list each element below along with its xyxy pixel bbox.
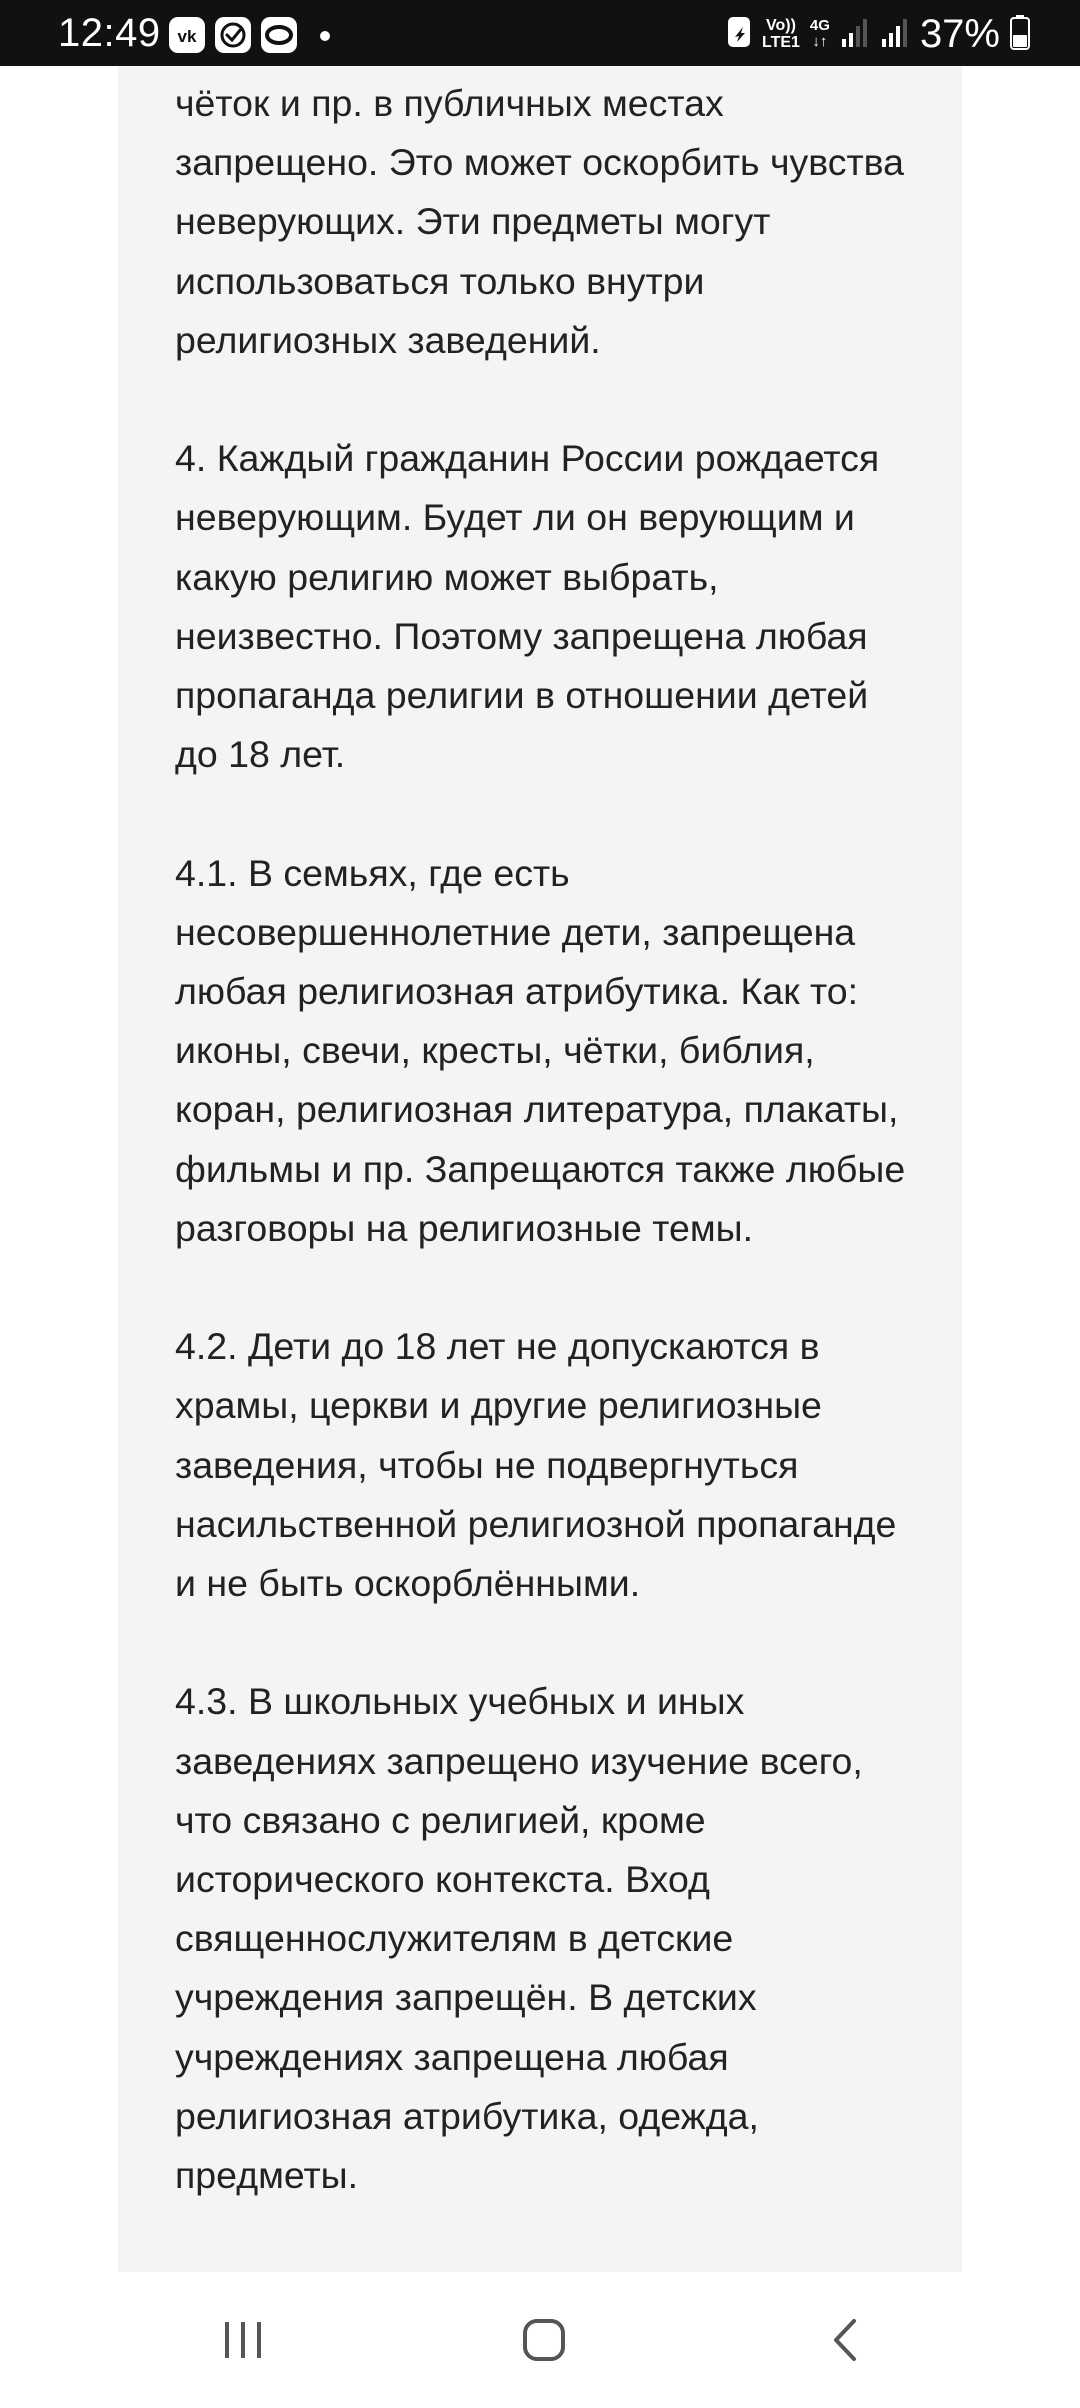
status-bar — [0, 0, 1080, 66]
network-type-label: 4G — [809, 17, 830, 34]
signal-strength-icon-2 — [880, 15, 910, 54]
home-icon — [519, 2315, 569, 2370]
recent-apps-button[interactable] — [203, 2302, 283, 2382]
article-paragraph: чёток и пр. в публичных местах запрещено. Это может оскорбить чувства неверующих. Эти предметы могут использоваться только внутри религиозных заведений. — [175, 82, 905, 361]
home-button[interactable] — [504, 2302, 584, 2382]
back-icon — [822, 2315, 872, 2370]
notification-icons — [168, 16, 344, 54]
status-time: 12:49 — [58, 11, 161, 55]
volte-label: Vo)) — [765, 17, 796, 34]
lte-label: LTE1 — [761, 34, 800, 51]
battery-icon — [1010, 14, 1030, 55]
network-type-indicator — [810, 18, 830, 50]
checkmark-circle-icon — [214, 16, 252, 54]
back-button[interactable] — [807, 2302, 887, 2382]
battery-percent: 37% — [919, 12, 1000, 56]
nfc-icon — [726, 15, 752, 54]
system-navigation-bar — [0, 2272, 1080, 2408]
article-paragraph: 4. Каждый гражданин России рождается неверующим. Будет ли он верующим и какую религию может выбрать, неизвестно. Поэтому запрещена любая пропаганда религии в отношении детей до 18 лет. — [175, 437, 880, 776]
recent-apps-icon — [218, 2315, 268, 2370]
notification-dot-icon — [306, 16, 344, 54]
article-paragraph: 4.2. Дети до 18 лет не допускаются в храмы, церкви и другие религиозные заведения, чтобы не подвергнуться насильственной религиозной пропаганде и не быть оскорблёнными. — [175, 1325, 897, 1605]
article-paragraph: 4.1. В семьях, где есть несовершеннолетние дети, запрещена любая религиозная атрибутика. Как то: иконы, свечи, кресты, чётки, библия, коран, религиозная литература, плакаты, фильмы и пр. Запрещаются также любые разговоры на религиозные темы. — [175, 851, 906, 1249]
data-activity-arrows: ↓↑ — [812, 33, 828, 50]
signal-strength-icon — [840, 15, 870, 54]
volte-indicator — [762, 17, 800, 51]
oval-app-icon — [260, 16, 298, 54]
article-paragraph: 4.3. В школьных учебных и иных заведениях запрещено изучение всего, что связано с религией, кроме исторического контекста. Вход священнослужителям в детские учреждения запрещён. В детских учреждениях запрещена любая религиозная атрибутика, одежда, предметы. — [175, 1680, 863, 2197]
article-body — [175, 74, 915, 2264]
status-right-group — [726, 12, 1030, 56]
vk-icon — [168, 16, 206, 54]
svg-text:vk: vk — [177, 27, 197, 46]
